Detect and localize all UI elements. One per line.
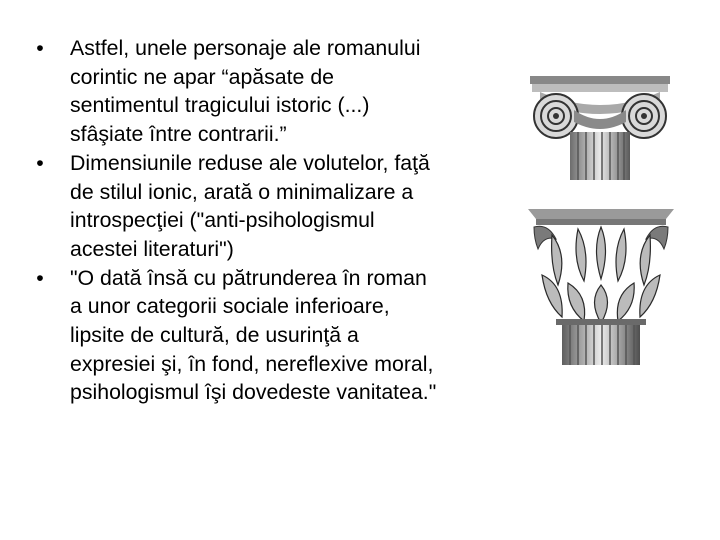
bullet-item-1 (30, 34, 530, 149)
bullet-item-3 (30, 264, 530, 408)
corinthian-capital-icon (528, 205, 674, 365)
bullet-text: Astfel, unele personaje ale romanului corintic ne apar “apăsate de sentimentul tragicului istoric (...) sfâşiate între contrarii.” (70, 36, 421, 147)
bullet-text: Dimensiunile reduse ale volutelor, faţă de stilul ionic, arată o minimalizare a introspecţiei ("anti-psihologismul acestei literaturi") (70, 150, 430, 261)
bullet-marker: • (36, 36, 44, 60)
bullet-item-2 (30, 149, 530, 264)
bullet-marker: • (36, 265, 44, 290)
ionic-capital-icon (530, 70, 670, 180)
bullet-text: "O dată însă cu pătrunderea în roman a unor categorii sociale inferioare, lipsite de cultură, de usurinţă a expresiei şi, în fond, nereflexive moral, psihologismul îşi dovedeste vanitatea." (70, 265, 437, 405)
bullet-marker: • (36, 150, 44, 175)
bullet-list (30, 34, 530, 407)
